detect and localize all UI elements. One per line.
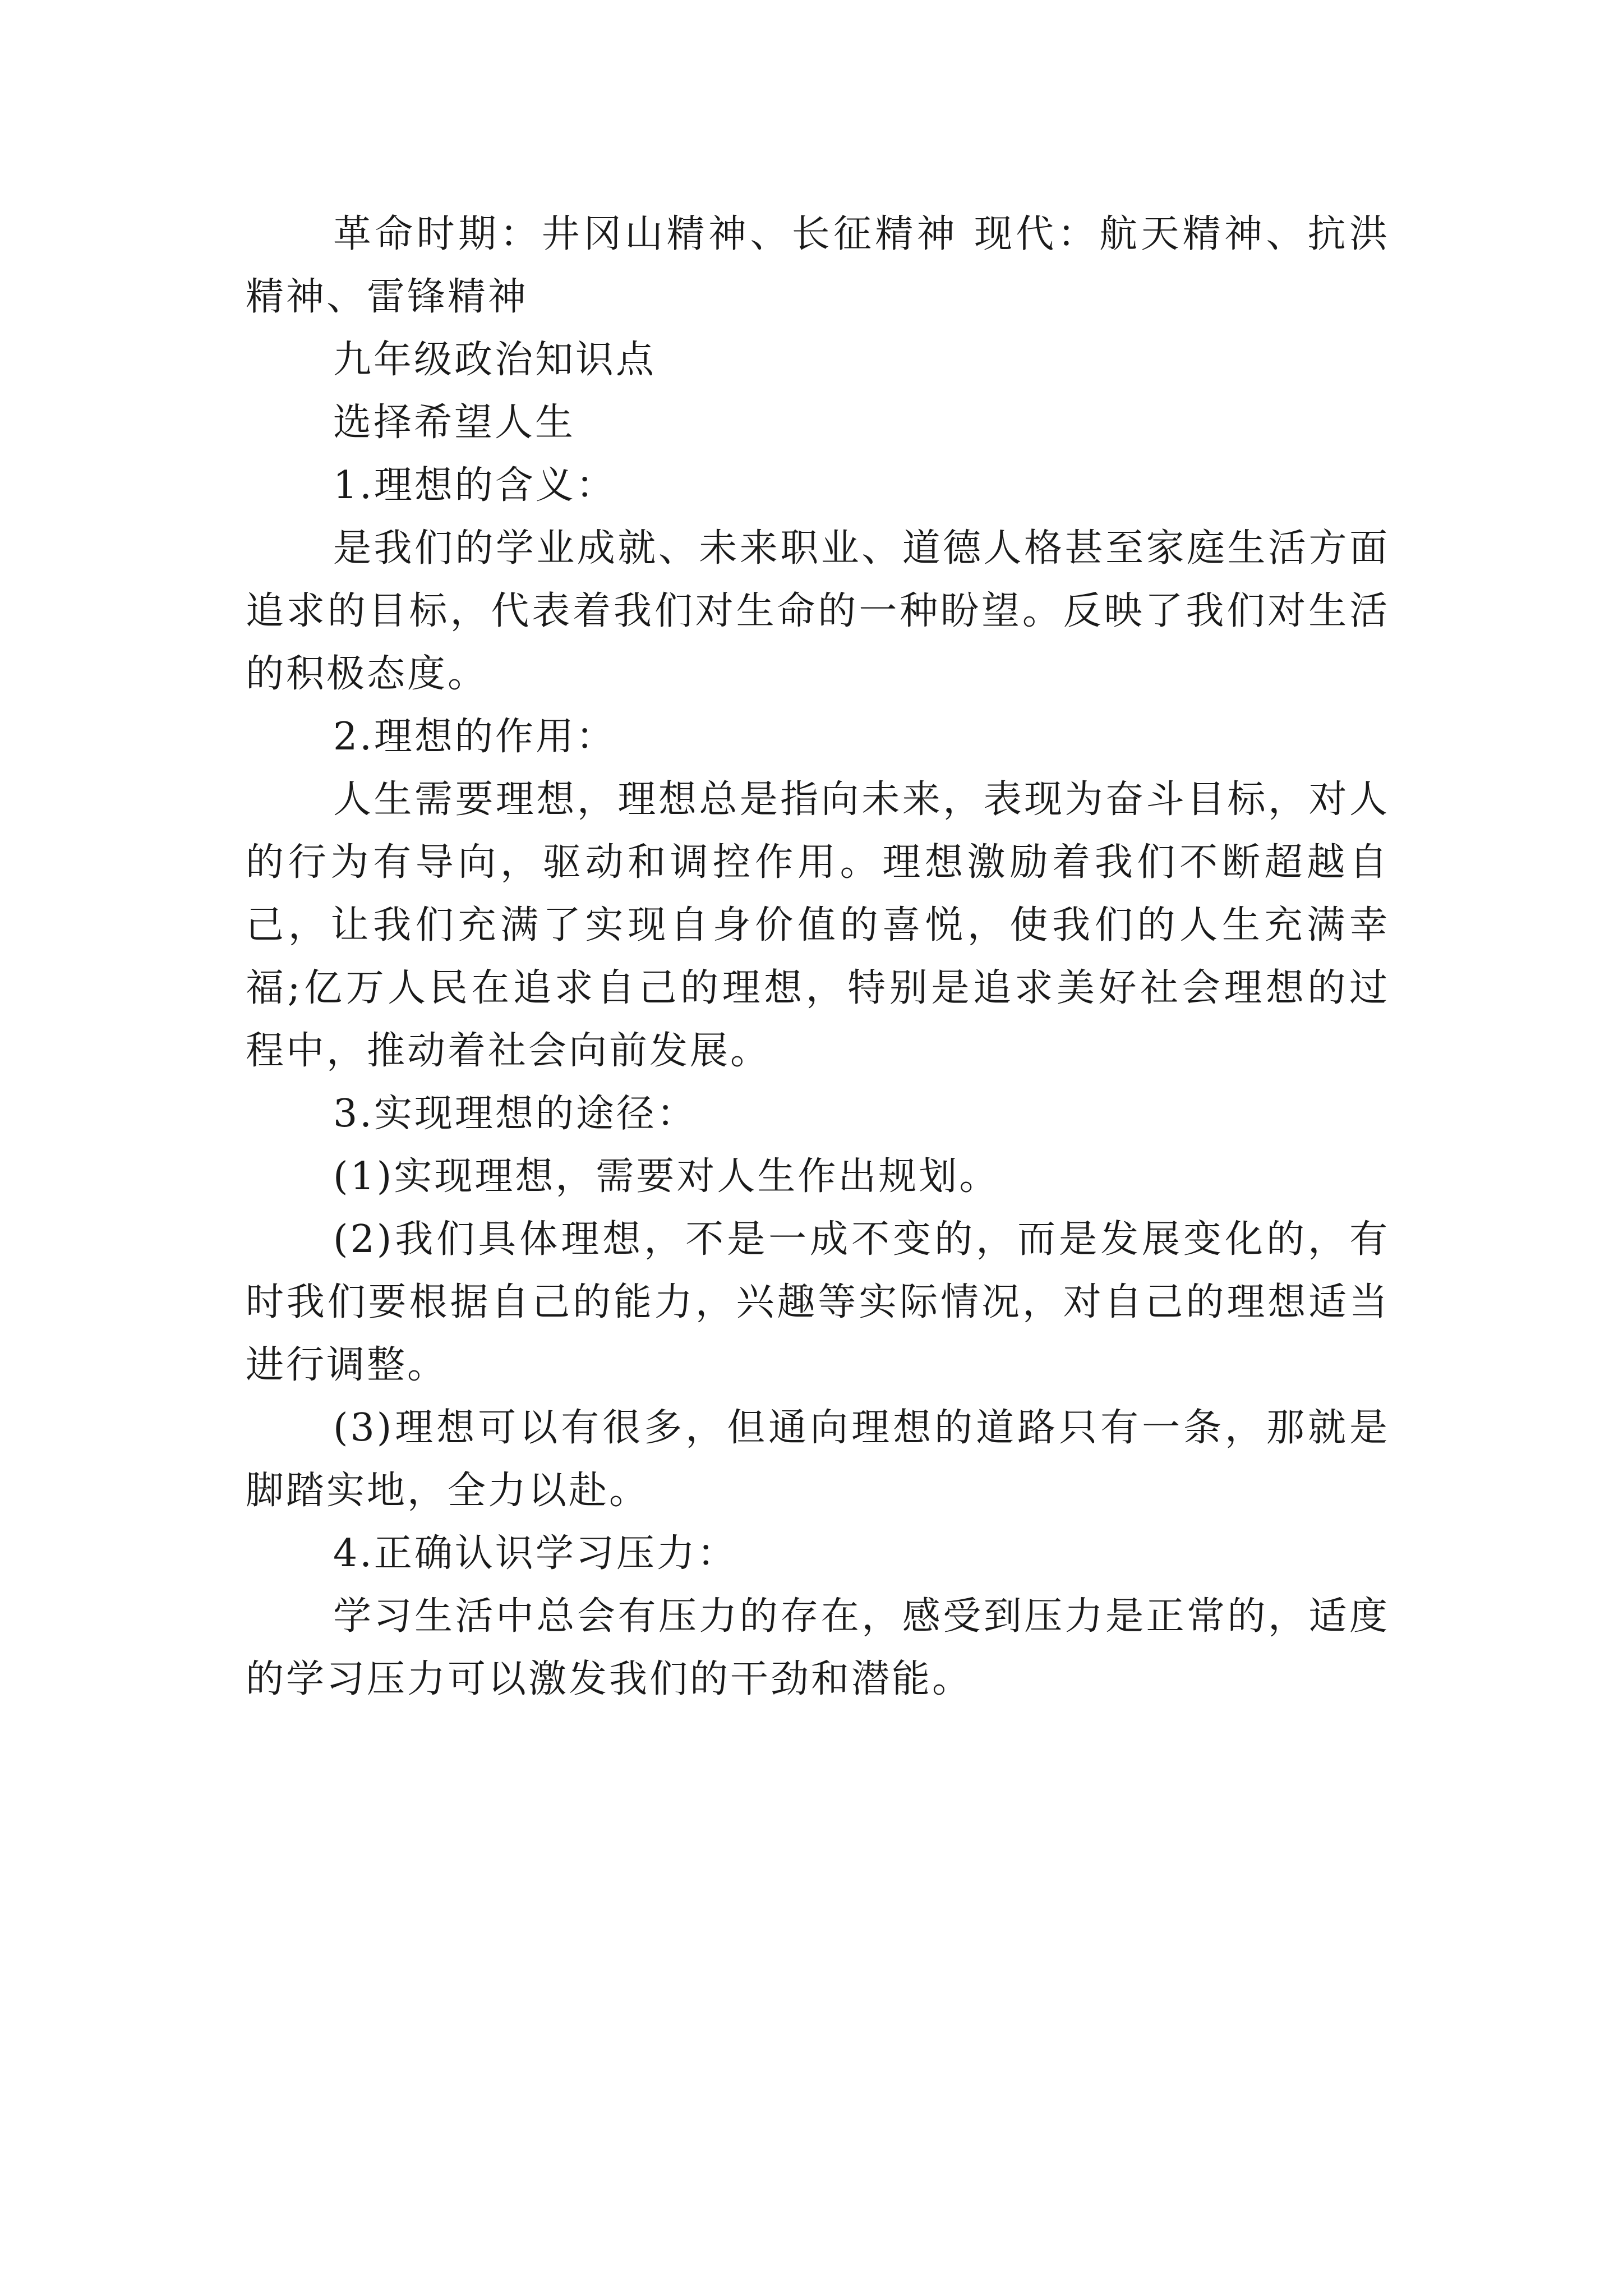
paragraph-way-2: (2)我们具体理想，不是一成不变的，而是发展变化的，有时我们要根据自己的能力，兴趣等实际情况，对自己的理想适当进行调整。 (246, 1217, 1390, 1387)
heading-choose-hopeful-life: 选择希望人生 (333, 401, 576, 445)
heading-ways-to-realize-ideals: 3.实现理想的途径： (333, 1092, 697, 1136)
heading-grade9-politics: 九年级政治知识点 (333, 338, 657, 382)
paragraph-spirits: 革命时期：井冈山精神、长征精神 现代：航天精神、抗洪精神、雷锋精神 (246, 212, 1390, 319)
document-body (246, 203, 1390, 1711)
heading-meaning-of-ideals: 1.理想的含义： (333, 463, 616, 508)
paragraph-meaning-of-ideals: 是我们的学业成就、未来职业、道德人格甚至家庭生活方面追求的目标，代表着我们对生命的一种盼望。反映了我们对生活的积极态度。 (246, 526, 1390, 696)
heading-study-pressure: 4.正确认识学习压力： (333, 1531, 737, 1576)
paragraph-way-1: (1)实现理想，需要对人生作出规划。 (333, 1154, 1000, 1199)
heading-role-of-ideals: 2.理想的作用： (333, 715, 616, 759)
paragraph-role-of-ideals: 人生需要理想，理想总是指向未来，表现为奋斗目标，对人的行为有导向，驱动和调控作用。理想激励着我们不断超越自己，让我们充满了实现自身价值的喜悦，使我们的人生充满幸福;亿万人民在追求自己的理想，特别是追求美好社会理想的过程中，推动着社会向前发展。 (246, 777, 1390, 1073)
paragraph-study-pressure: 学习生活中总会有压力的存在，感受到压力是正常的，适度的学习压力可以激发我们的干劲和潜能。 (246, 1594, 1390, 1701)
paragraph-way-3: (3)理想可以有很多，但通向理想的道路只有一条，那就是脚踏实地，全力以赴。 (246, 1406, 1390, 1513)
